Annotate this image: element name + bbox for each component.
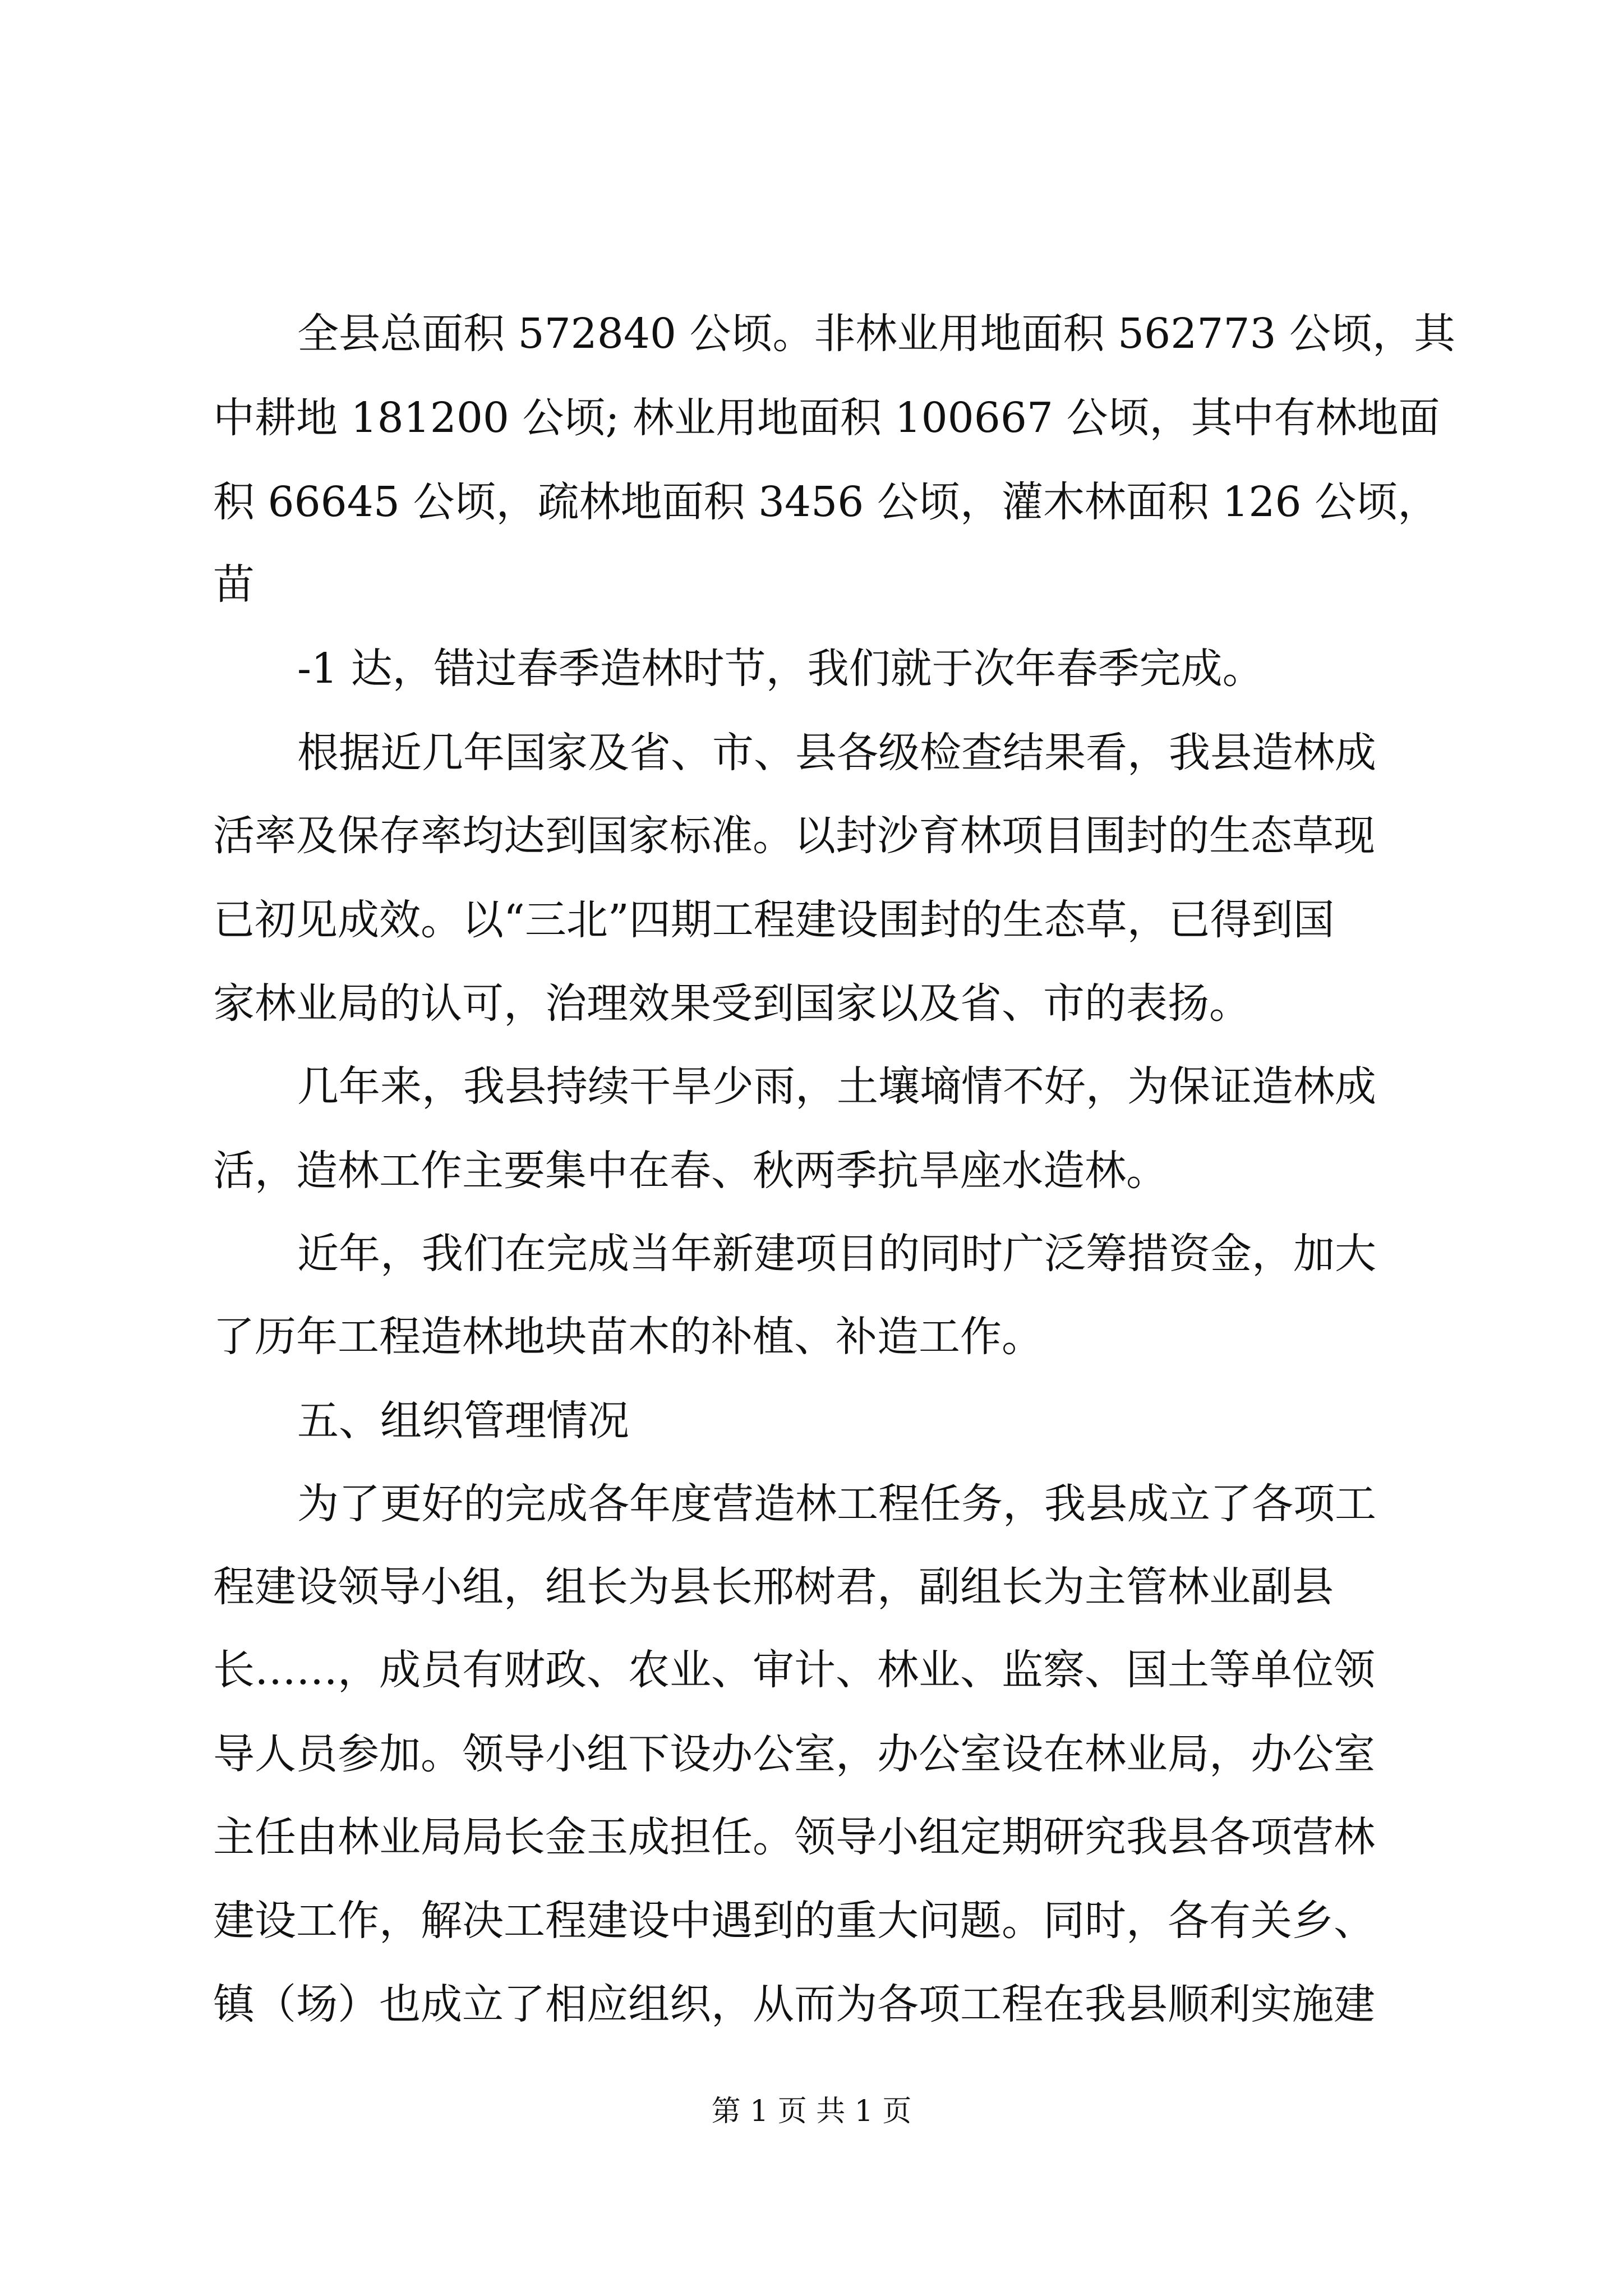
paragraph-line: -1 达，错过春季造林时节，我们就于次年春季完成。 — [297, 645, 1264, 693]
paragraph-line: 已初见成效。以“三北”四期工程建设围封的生态草，已得到国 — [213, 896, 1335, 944]
paragraph-line: 程建设领导小组，组长为县长邢树君，副组长为主管林业副县 — [213, 1563, 1334, 1611]
section-heading: 五、组织管理情况 — [297, 1397, 629, 1445]
paragraph-line: 积 66645 公顷，疏林地面积 3456 公顷，灌木林面积 126 公顷， — [213, 478, 1440, 526]
paragraph-line: 活，造林工作主要集中在春、秋两季抗旱座水造林。 — [213, 1147, 1168, 1195]
page-footer: 第 1 页 共 1 页 — [711, 2095, 912, 2128]
paragraph-line: 镇（场）也成立了相应组织，从而为各项工程在我县顺利实施建 — [213, 1980, 1375, 2028]
paragraph-line: 建设工作，解决工程建设中遇到的重大问题。同时，各有关乡、 — [213, 1897, 1375, 1945]
paragraph-line: 活率及保存率均达到国家标准。以封沙育林项目围封的生态草现 — [213, 812, 1375, 860]
paragraph-line: 苗 — [213, 560, 255, 609]
paragraph-line: 几年来，我县持续干旱少雨，土壤墒情不好，为保证造林成 — [297, 1062, 1376, 1111]
paragraph-line: 中耕地 181200 公顷; 林业用地面积 100667 公顷，其中有林地面 — [213, 394, 1440, 442]
paragraph-line: 了历年工程造林地块苗木的补植、补造工作。 — [213, 1313, 1043, 1361]
paragraph-line: 导人员参加。领导小组下设办公室，办公室设在林业局，办公室 — [213, 1730, 1375, 1778]
paragraph-line: 为了更好的完成各年度营造林工程任务，我县成立了各项工 — [297, 1480, 1376, 1528]
paragraph-line: 家林业局的认可，治理效果受到国家以及省、市的表扬。 — [213, 979, 1251, 1028]
paragraph-line: 根据近几年国家及省、市、县各级检查结果看，我县造林成 — [297, 729, 1376, 777]
paragraph-line: 主任由林业局局长金玉成担任。领导小组定期研究我县各项营林 — [213, 1813, 1375, 1861]
paragraph-line: 全县总面积 572840 公顷。非林业用地面积 562773 公顷，其 — [297, 310, 1456, 358]
paragraph-line: 长……，成员有财政、农业、审计、林业、监察、国土等单位领 — [213, 1646, 1375, 1694]
paragraph-line: 近年，我们在完成当年新建项目的同时广泛筹措资金，加大 — [297, 1230, 1376, 1278]
